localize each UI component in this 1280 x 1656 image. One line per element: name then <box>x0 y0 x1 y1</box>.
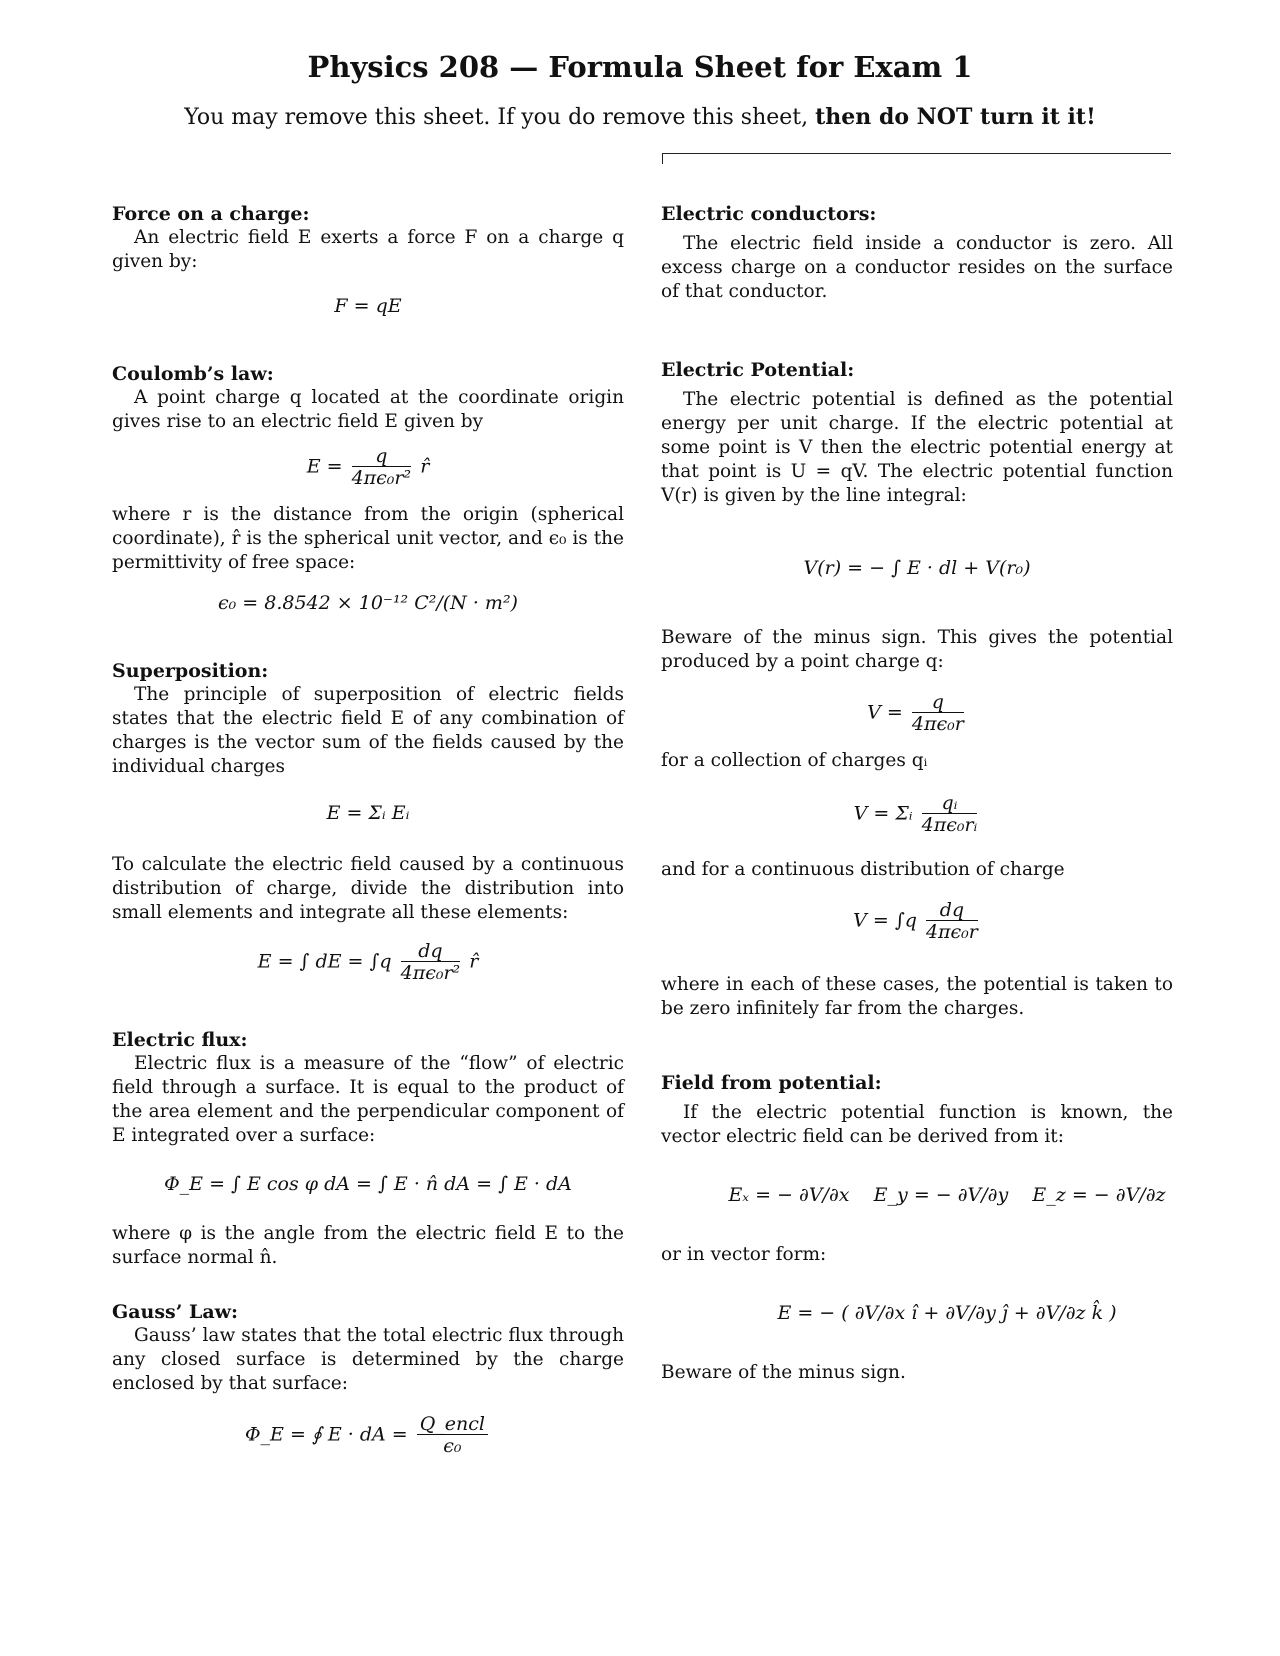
heading-force: Force on a charge: <box>112 203 310 225</box>
heading-potential: Electric Potential: <box>661 359 855 381</box>
text-coulomb: A point charge q located at the coordinate origin gives rise to an electric field E given by <box>112 387 624 432</box>
heading-conductors: Electric conductors: <box>661 203 877 225</box>
eq-collection-lhs: V = Σᵢ <box>853 802 913 825</box>
eq-coulomb-rhs: r̂ <box>420 455 430 478</box>
eq-point-potential <box>661 692 1173 735</box>
eq-gauss-fraction <box>417 1414 488 1457</box>
subtitle-bold: then do NOT turn it it! <box>815 104 1096 130</box>
eq-point-fraction <box>912 692 964 735</box>
section-conductors <box>661 202 1173 358</box>
eq-cont-pot-num: dq <box>926 900 978 921</box>
eq-permittivity: ϵ₀ = 8.8542 × 10⁻¹² C²/(N · m²) <box>218 592 518 614</box>
heading-field-from-potential: Field from potential: <box>661 1072 882 1094</box>
text-force: An electric field E exerts a force F on a charge q given by: <box>112 227 624 272</box>
text-gauss: Gauss’ law states that the total electric flux through any closed surface is determined by the charge enclosed by that surface: <box>112 1325 624 1394</box>
text-conductors: The electric field inside a conductor is zero. All excess charge on a conductor resides on the surface of that conductor. <box>661 233 1173 302</box>
section-superposition <box>112 659 624 984</box>
eq-coulomb-fraction <box>352 446 412 489</box>
eq-potential-integral: V(r) = − ∫ E · dl + V(r₀) <box>803 557 1031 579</box>
eq-continuous-lhs: E = ∫ dE = ∫q <box>257 950 392 973</box>
eq-point-num: q <box>912 692 964 713</box>
eq-continuous-fraction <box>401 941 461 984</box>
eq-cont-pot-fraction <box>926 900 978 943</box>
text-superposition: The principle of superposition of electric fields states that the electric field E of any combination of charges is the vector sum of the fields caused by the individual charges <box>112 684 624 777</box>
eq-cont-pot-lhs: V = ∫q <box>853 909 917 932</box>
section-potential <box>661 358 1173 1071</box>
page-title: Physics 208 — Formula Sheet for Exam 1 <box>307 50 973 84</box>
eq-flux: Φ_E = ∫ E cos φ dA = ∫ E · n̂ dA = ∫ E · dA <box>164 1173 572 1195</box>
eq-coulomb-num: q <box>352 446 412 467</box>
heading-gauss: Gauss’ Law: <box>112 1301 239 1323</box>
eq-collection-den: 4πϵ₀rᵢ <box>921 814 978 836</box>
text-flux: Electric flux is a measure of the “flow” of electric field through a surface. It is equal to the product of the area element and the perpendicular component of E integrated over a surface: <box>112 1053 624 1146</box>
eq-gradient: E = − ( ∂V/∂x î + ∂V/∂y ĵ + ∂V/∂z k̂ ) <box>777 1302 1117 1324</box>
eq-gauss-den: ϵ₀ <box>443 1435 462 1457</box>
spacer <box>661 1021 1173 1071</box>
eq-point-den: 4πϵ₀r <box>911 713 964 735</box>
heading-coulomb: Coulomb’s law: <box>112 363 274 385</box>
eq-continuous-field <box>112 941 624 984</box>
section-field-from-potential <box>661 1071 1173 1385</box>
text-field-from-potential-3: Beware of the minus sign. <box>661 1362 906 1383</box>
spacer <box>112 1270 624 1300</box>
eq-continuous-den: 4πϵ₀r² <box>400 962 461 984</box>
name-box-corner <box>662 153 1171 164</box>
eq-collection-fraction <box>922 793 978 836</box>
text-potential-5: where in each of these cases, the potential is taken to be zero infinitely far from the charges. <box>661 974 1173 1019</box>
eq-components <box>661 1183 1173 1207</box>
eq-gauss-lhs: Φ_E = ∮ E · dA = <box>244 1423 408 1446</box>
eq-collection-potential <box>661 793 1173 836</box>
text-field-from-potential-2: or in vector form: <box>661 1244 827 1265</box>
eq-point-lhs: V = <box>867 701 903 724</box>
heading-superposition: Superposition: <box>112 660 269 682</box>
eq-coulomb-lhs: E = <box>306 455 343 478</box>
section-coulomb <box>112 362 624 615</box>
subtitle <box>0 104 1280 130</box>
text-field-from-potential: If the electric potential function is known, the vector electric field can be derived from it: <box>661 1102 1173 1147</box>
eq-component-z: E_z = − ∂V/∂z <box>1032 1184 1166 1206</box>
eq-continuous-potential <box>661 900 1173 943</box>
eq-component-x: Eₓ = − ∂V/∂x <box>728 1184 850 1206</box>
text-superposition-2: To calculate the electric field caused by a continuous distribution of charge, divide the distribution into small elements and integrate all these elements: <box>112 854 624 923</box>
section-force <box>112 202 624 318</box>
eq-gauss <box>112 1414 624 1457</box>
section-gauss <box>112 1300 624 1457</box>
eq-continuous-rhs: r̂ <box>469 950 479 973</box>
eq-collection-num: qᵢ <box>922 793 978 814</box>
text-coulomb-2: where r is the distance from the origin (spherical coordinate), r̂ is the spherical unit vector, and ϵ₀ is the permittivity of free space: <box>112 504 624 573</box>
eq-force: F = qE <box>334 295 402 317</box>
eq-coulomb-den: 4πϵ₀r² <box>351 467 412 489</box>
eq-continuous-num: dq <box>401 941 461 962</box>
eq-superposition: E = Σᵢ Eᵢ <box>326 802 410 824</box>
text-potential-2: Beware of the minus sign. This gives the potential produced by a point charge q: <box>661 627 1173 672</box>
text-potential-3: for a collection of charges qᵢ <box>661 750 928 771</box>
eq-component-y: E_y = − ∂V/∂y <box>873 1184 1009 1206</box>
right-column <box>661 202 1173 1385</box>
text-potential: The electric potential is defined as the potential energy per unit charge. If the electric potential at some point is V then the electric potential energy at that point is U = qV. The electric potential function V(r) is given by the line integral: <box>661 389 1173 506</box>
spacer <box>661 304 1173 358</box>
heading-flux: Electric flux: <box>112 1029 248 1051</box>
left-column <box>112 202 624 1457</box>
eq-cont-pot-den: 4πϵ₀r <box>925 921 978 943</box>
subtitle-plain: You may remove this sheet. If you do remove this sheet, <box>184 105 809 130</box>
text-potential-4: and for a continuous distribution of charge <box>661 859 1065 880</box>
eq-coulomb <box>112 446 624 489</box>
eq-gauss-num: Q_encl <box>417 1414 488 1435</box>
text-flux-2: where φ is the angle from the electric field E to the surface normal n̂. <box>112 1223 624 1268</box>
section-flux <box>112 1028 624 1300</box>
